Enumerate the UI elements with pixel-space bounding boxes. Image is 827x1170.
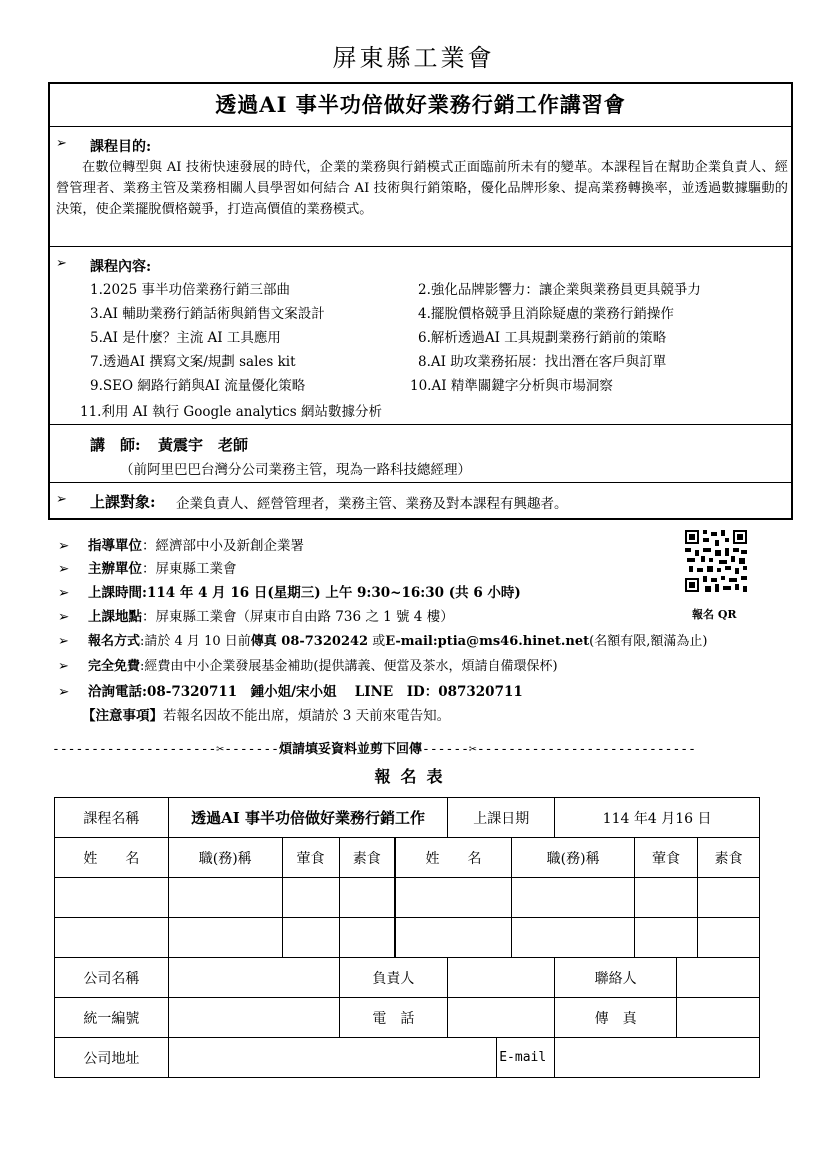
col-title-header: 職(務)稱 <box>168 838 282 878</box>
registration-form-table <box>54 797 760 1078</box>
scissors-icon: ✂ <box>468 742 477 757</box>
tax-id-label: 統一編號 <box>55 998 169 1038</box>
content-item: 6.解析透過AI 工具規劃業務行銷前的策略 <box>418 330 667 346</box>
content-item: 10.AI 精準關鍵字分析與市場洞察 <box>410 378 613 394</box>
free-note: ➢ 完全免費:經費由中小企業發展基金補助(提供講義、便當及茶水，煩請自備環保杯) <box>58 659 558 674</box>
arrow-bullet-icon: ➢ <box>58 585 70 601</box>
course-name-value: 透過AI 事半功倍做好業務行銷工作 <box>168 798 447 838</box>
class-location: ➢ 上課地點：屏東縣工業會（屏東市自由路 736 之 1 號 4 樓） <box>58 609 454 625</box>
name-input-cell[interactable] <box>55 918 169 958</box>
company-name-input[interactable] <box>168 958 339 998</box>
date-value: 114 年4 月16 日 <box>555 798 760 838</box>
contact-phone: ➢ 洽詢電話:08-7320711 鍾小姐/宋小姐 LINE ID：087320711 <box>58 684 523 700</box>
title-input-cell[interactable] <box>168 918 282 958</box>
form-title: 報名表 <box>374 767 453 786</box>
arrow-bullet-icon: ➢ <box>56 256 67 271</box>
arrow-bullet-icon: ➢ <box>58 684 70 700</box>
meat-input-cell[interactable] <box>635 878 698 918</box>
col-name-header: 姓 名 <box>55 838 169 878</box>
audience-text: 企業負責人、經營管理者，業務主管、業務及對本課程有興趣者。 <box>176 496 568 512</box>
title-input-cell[interactable] <box>512 878 635 918</box>
teacher-description: （前阿里巴巴台灣分公司業務主管，現為一路科技總經理） <box>120 462 471 478</box>
title-input-cell[interactable] <box>168 878 282 918</box>
name-input-cell[interactable] <box>395 918 512 958</box>
name-input-cell[interactable] <box>55 878 169 918</box>
audience-label: 上課對象: <box>90 493 156 511</box>
contact-input[interactable] <box>677 958 760 998</box>
organization-title: 屏東縣工業會 <box>332 44 495 72</box>
address-input[interactable] <box>168 1038 496 1078</box>
col-meat-header: 葷食 <box>282 838 339 878</box>
fax-input[interactable] <box>677 998 760 1038</box>
veg-input-cell[interactable] <box>697 878 759 918</box>
class-time: ➢ 上課時間:114 年 4 月 16 日(星期三) 上午 9:30~16:30 (共 6 小時) <box>58 585 521 601</box>
table-row <box>55 878 760 918</box>
content-item: 9.SEO 網路行銷與AI 流量優化策略 <box>90 378 306 394</box>
company-name-label: 公司名稱 <box>55 958 169 998</box>
meat-input-cell[interactable] <box>635 918 698 958</box>
cut-instruction: 煩請填妥資料並剪下回傳 <box>279 742 423 757</box>
notice: 【注意事項】若報名因故不能出席，煩請於 3 天前來電告知。 <box>82 708 451 724</box>
email-label: E-mail <box>497 1038 555 1078</box>
divider <box>50 482 791 483</box>
col-meat-header: 葷食 <box>635 838 698 878</box>
content-item: 8.AI 助攻業務拓展：找出潛在客戶與訂單 <box>418 354 667 370</box>
address-label: 公司地址 <box>55 1038 169 1078</box>
phone-label: 電 話 <box>339 998 448 1038</box>
name-input-cell[interactable] <box>395 878 512 918</box>
col-veg-header: 素食 <box>697 838 759 878</box>
content-item: 3.AI 輔助業務行銷話術與銷售文案設計 <box>90 306 325 322</box>
phone-input[interactable] <box>448 998 555 1038</box>
divider <box>50 246 791 247</box>
content-item: 7.透過AI 撰寫文案/規劃 sales kit <box>90 354 296 370</box>
contact-label: 聯絡人 <box>555 958 677 998</box>
content-item: 2.強化品牌影響力：讓企業與業務員更具競爭力 <box>418 282 701 298</box>
col-veg-header: 素食 <box>339 838 395 878</box>
guide-unit: ➢ 指導單位：經濟部中小及新創企業署 <box>58 538 304 554</box>
fax-label: 傳 真 <box>555 998 677 1038</box>
arrow-bullet-icon: ➢ <box>58 634 69 649</box>
teacher-name: 黃震宇 老師 <box>158 436 249 454</box>
col-title-header: 職(務)稱 <box>512 838 635 878</box>
purpose-text: 在數位轉型與 AI 技術快速發展的時代，企業的業務與行銷模式正面臨前所未有的變革。本課程旨在幫助企業負責人、經營管理者、業務主管及業務相關人員學習如何結合 AI 技術與行銷策略，優化品牌形象、提高業務轉換率，並透過數據驅動的決策，使企業擺脫價格競爭，打造高價值的業務模式。 <box>56 160 788 217</box>
content-item: 1.2025 事半功倍業務行銷三部曲 <box>90 282 291 298</box>
course-info-box <box>48 82 793 520</box>
content-item: 11.利用 AI 執行 Google analytics 網站數據分析 <box>80 404 382 420</box>
arrow-bullet-icon: ➢ <box>56 136 67 151</box>
title-input-cell[interactable] <box>512 918 635 958</box>
content-item: 4.擺脫價格競爭且消除疑慮的業務行銷操作 <box>418 306 674 322</box>
content-label: 課程內容: <box>90 259 152 275</box>
veg-input-cell[interactable] <box>339 878 395 918</box>
signup-method: ➢ 報名方式:請於 4 月 10 日前傳真 08-7320242 或E-mail:ptia@ms46.hinet.net(名額有限,額滿為止) <box>58 634 708 649</box>
owner-input[interactable] <box>448 958 555 998</box>
arrow-bullet-icon: ➢ <box>58 609 70 625</box>
cut-line: ---------------------✂-------煩請填妥資料並剪下回傳------✂---------------------------- <box>52 742 696 757</box>
tax-id-input[interactable] <box>168 998 339 1038</box>
divider <box>50 126 791 127</box>
signup-qr-code-icon[interactable] <box>685 530 747 592</box>
arrow-bullet-icon: ➢ <box>58 659 69 674</box>
teacher-label: 講 師: <box>90 436 141 454</box>
veg-input-cell[interactable] <box>697 918 759 958</box>
arrow-bullet-icon: ➢ <box>56 492 67 507</box>
content-item: 5.AI 是什麼？主流 AI 工具應用 <box>90 330 281 346</box>
col-name-header: 姓 名 <box>395 838 512 878</box>
meat-input-cell[interactable] <box>282 878 339 918</box>
host-unit: ➢ 主辦單位：屏東縣工業會 <box>58 561 237 577</box>
course-title: 透過AI 事半功倍做好業務行銷工作講習會 <box>215 92 626 117</box>
arrow-bullet-icon: ➢ <box>58 561 70 577</box>
email-input[interactable] <box>555 1038 760 1078</box>
veg-input-cell[interactable] <box>339 918 395 958</box>
divider <box>50 424 791 425</box>
scissors-icon: ✂ <box>216 742 225 757</box>
signup-email-link[interactable]: E-mail:ptia@ms46.hinet.net <box>385 634 590 649</box>
purpose-label: 課程目的: <box>90 139 152 155</box>
qr-code-label: 報名 QR <box>692 608 737 621</box>
owner-label: 負責人 <box>339 958 448 998</box>
date-label: 上課日期 <box>448 798 555 838</box>
table-row <box>55 918 760 958</box>
arrow-bullet-icon: ➢ <box>58 538 70 554</box>
meat-input-cell[interactable] <box>282 918 339 958</box>
course-name-label: 課程名稱 <box>55 798 169 838</box>
